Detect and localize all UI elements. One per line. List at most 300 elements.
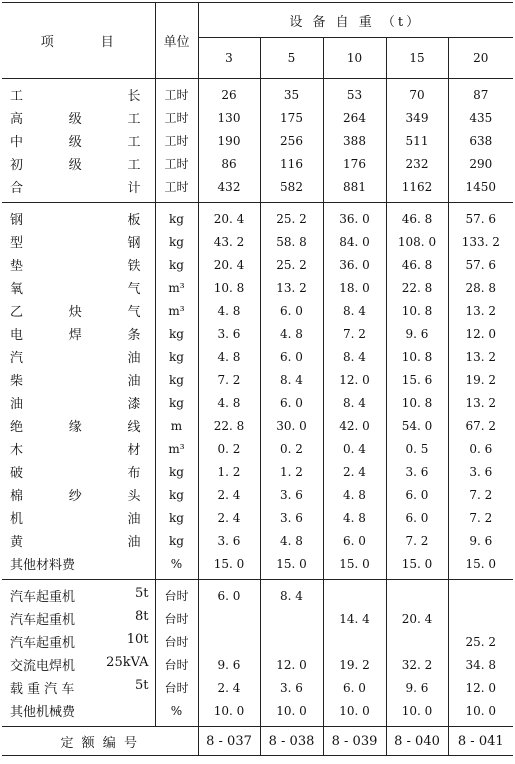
row-unit: kg bbox=[155, 460, 198, 483]
row-name bbox=[2, 106, 155, 129]
table-row bbox=[2, 437, 513, 460]
row-value: 43. 2 bbox=[198, 230, 260, 253]
row-value bbox=[386, 630, 448, 653]
item-name bbox=[10, 439, 155, 458]
row-value: 7. 2 bbox=[323, 322, 386, 345]
row-value: 15. 0 bbox=[260, 552, 323, 580]
row-value: 13. 2 bbox=[448, 391, 513, 414]
item-name-char: 油 bbox=[127, 351, 141, 366]
row-value bbox=[386, 580, 448, 608]
row-value: 10. 0 bbox=[386, 699, 448, 727]
weight-header-10: 10 bbox=[323, 38, 386, 79]
row-value bbox=[260, 630, 323, 653]
item-name-char: 板 bbox=[127, 213, 141, 228]
row-value: 8. 4 bbox=[323, 345, 386, 368]
row-value: 36. 0 bbox=[323, 253, 386, 276]
row-value: 57. 6 bbox=[448, 203, 513, 231]
item-name-char: 级 bbox=[68, 158, 82, 173]
row-unit: 工时 bbox=[155, 175, 198, 203]
row-unit: m³ bbox=[155, 276, 198, 299]
row-unit: m bbox=[155, 414, 198, 437]
item-name bbox=[10, 508, 155, 527]
table-row bbox=[2, 506, 513, 529]
row-value: 58. 8 bbox=[260, 230, 323, 253]
row-value: 32. 2 bbox=[386, 653, 448, 676]
item-name-char: 油 bbox=[127, 535, 141, 550]
item-name bbox=[10, 154, 155, 173]
row-value: 9. 6 bbox=[386, 676, 448, 699]
item-name-char: 汽 bbox=[10, 351, 24, 366]
machine-label: 汽车起重机 bbox=[10, 590, 76, 605]
row-name bbox=[2, 483, 155, 506]
row-unit: 台时 bbox=[155, 607, 198, 630]
row-value: 290 bbox=[448, 152, 513, 175]
row-value: 10. 0 bbox=[323, 699, 386, 727]
row-name bbox=[2, 299, 155, 322]
table-row bbox=[2, 253, 513, 276]
row-value: 12. 0 bbox=[448, 676, 513, 699]
row-name bbox=[2, 607, 155, 630]
row-name bbox=[2, 580, 155, 608]
machine-label: 汽车起重机 bbox=[10, 613, 76, 628]
row-name bbox=[2, 676, 155, 699]
machine-spec: 10t bbox=[126, 632, 149, 647]
machine-label: 汽车起重机 bbox=[10, 636, 76, 651]
row-value: 14. 4 bbox=[323, 607, 386, 630]
item-name bbox=[10, 554, 155, 573]
item-name-char: 破 bbox=[10, 466, 24, 481]
row-value: 67. 2 bbox=[448, 414, 513, 437]
item-name-char: 漆 bbox=[127, 397, 141, 412]
item-name-char: 油 bbox=[10, 397, 24, 412]
item-name-char: 电 bbox=[10, 328, 24, 343]
row-value: 10. 8 bbox=[386, 345, 448, 368]
row-value: 432 bbox=[198, 175, 260, 203]
row-value: 9. 6 bbox=[386, 322, 448, 345]
item-name bbox=[10, 232, 155, 251]
machine-name bbox=[10, 655, 155, 674]
row-value: 22. 8 bbox=[386, 276, 448, 299]
row-value: 19. 2 bbox=[448, 368, 513, 391]
row-value: 8. 4 bbox=[323, 391, 386, 414]
row-name bbox=[2, 79, 155, 107]
item-name-char: 纱 bbox=[68, 489, 82, 504]
row-unit: kg bbox=[155, 345, 198, 368]
item-name-char: 缘 bbox=[68, 420, 82, 435]
item-name-char: 焊 bbox=[68, 328, 82, 343]
machine-name bbox=[10, 586, 155, 605]
item-name-char: 油 bbox=[127, 374, 141, 389]
row-value: 0. 2 bbox=[198, 437, 260, 460]
row-value: 25. 2 bbox=[448, 630, 513, 653]
row-value: 0. 2 bbox=[260, 437, 323, 460]
row-value: 881 bbox=[323, 175, 386, 203]
row-name bbox=[2, 699, 155, 727]
row-value: 7. 2 bbox=[448, 483, 513, 506]
item-name-char: 型 bbox=[10, 236, 24, 251]
item-name bbox=[10, 255, 155, 274]
quota-code: 8 - 039 bbox=[323, 727, 386, 756]
row-value: 3. 6 bbox=[198, 322, 260, 345]
row-unit: 工时 bbox=[155, 129, 198, 152]
row-value: 108. 0 bbox=[386, 230, 448, 253]
table-row bbox=[2, 129, 513, 152]
quota-code: 8 - 040 bbox=[386, 727, 448, 756]
row-value: 4. 8 bbox=[198, 299, 260, 322]
item-name bbox=[10, 324, 155, 343]
row-name bbox=[2, 368, 155, 391]
row-value: 10. 0 bbox=[198, 699, 260, 727]
row-value: 12. 0 bbox=[448, 322, 513, 345]
row-value: 12. 0 bbox=[260, 653, 323, 676]
row-value: 34. 8 bbox=[448, 653, 513, 676]
row-value: 1. 2 bbox=[198, 460, 260, 483]
item-name-char: 级 bbox=[68, 135, 82, 150]
row-value: 2. 4 bbox=[323, 460, 386, 483]
row-value: 15. 0 bbox=[323, 552, 386, 580]
table-row bbox=[2, 230, 513, 253]
row-value: 70 bbox=[386, 79, 448, 107]
row-unit: kg bbox=[155, 203, 198, 231]
row-value: 10. 0 bbox=[448, 699, 513, 727]
row-value: 7. 2 bbox=[198, 368, 260, 391]
weight-header-15: 15 bbox=[386, 38, 448, 79]
item-name bbox=[10, 462, 155, 481]
row-value: 46. 8 bbox=[386, 203, 448, 231]
table-row bbox=[2, 391, 513, 414]
item-name bbox=[10, 177, 155, 196]
item-name-char: 级 bbox=[68, 112, 82, 127]
row-value: 116 bbox=[260, 152, 323, 175]
table-row bbox=[2, 483, 513, 506]
row-name bbox=[2, 203, 155, 231]
row-value: 130 bbox=[198, 106, 260, 129]
table-row bbox=[2, 607, 513, 630]
row-value: 582 bbox=[260, 175, 323, 203]
item-name bbox=[10, 347, 155, 366]
row-value: 190 bbox=[198, 129, 260, 152]
row-value: 175 bbox=[260, 106, 323, 129]
row-value bbox=[198, 607, 260, 630]
table-row bbox=[2, 368, 513, 391]
table-row bbox=[2, 552, 513, 580]
row-unit: kg bbox=[155, 506, 198, 529]
item-name-char: 钢 bbox=[127, 236, 141, 251]
machine-spec: 8t bbox=[135, 609, 149, 624]
quota-code: 8 - 038 bbox=[260, 727, 323, 756]
machine-label: 其他机械费 bbox=[10, 705, 76, 720]
quota-table bbox=[2, 2, 513, 756]
row-name bbox=[2, 391, 155, 414]
row-value: 20. 4 bbox=[386, 607, 448, 630]
item-name-char: 线 bbox=[127, 420, 141, 435]
item-name bbox=[10, 416, 155, 435]
row-value: 15. 0 bbox=[448, 552, 513, 580]
row-value: 388 bbox=[323, 129, 386, 152]
row-value: 6. 0 bbox=[260, 391, 323, 414]
row-unit: kg bbox=[155, 391, 198, 414]
item-name-char: 工 bbox=[127, 158, 141, 173]
row-value: 30. 0 bbox=[260, 414, 323, 437]
machine-label: 交流电焊机 bbox=[10, 659, 76, 674]
item-name-char: 炔 bbox=[68, 305, 82, 320]
row-value: 84. 0 bbox=[323, 230, 386, 253]
row-value: 8. 4 bbox=[323, 299, 386, 322]
row-unit: 台时 bbox=[155, 580, 198, 608]
row-value bbox=[448, 580, 513, 608]
row-value: 638 bbox=[448, 129, 513, 152]
unit-header: 单位 bbox=[155, 3, 198, 79]
footer-row bbox=[2, 727, 513, 756]
row-value: 8. 4 bbox=[260, 580, 323, 608]
row-unit: m³ bbox=[155, 437, 198, 460]
row-value: 13. 2 bbox=[260, 276, 323, 299]
item-name bbox=[10, 131, 155, 150]
item-name-char: 乙 bbox=[10, 305, 24, 320]
row-value: 6. 0 bbox=[386, 483, 448, 506]
row-value: 46. 8 bbox=[386, 253, 448, 276]
row-unit: 台时 bbox=[155, 653, 198, 676]
row-name bbox=[2, 345, 155, 368]
row-unit: 台时 bbox=[155, 676, 198, 699]
weight-group-header: 设 备 自 重 （t） bbox=[198, 3, 513, 38]
item-name bbox=[10, 370, 155, 389]
row-name bbox=[2, 276, 155, 299]
row-name bbox=[2, 460, 155, 483]
row-value: 26 bbox=[198, 79, 260, 107]
row-value: 4. 8 bbox=[323, 506, 386, 529]
row-value: 4. 8 bbox=[260, 322, 323, 345]
row-value: 0. 6 bbox=[448, 437, 513, 460]
machine-name bbox=[10, 701, 155, 720]
row-value: 4. 8 bbox=[198, 391, 260, 414]
quota-code: 8 - 037 bbox=[198, 727, 260, 756]
table-row bbox=[2, 79, 513, 107]
weight-header-20: 20 bbox=[448, 38, 513, 79]
row-name bbox=[2, 175, 155, 203]
row-value: 36. 0 bbox=[323, 203, 386, 231]
row-value bbox=[323, 630, 386, 653]
table-row bbox=[2, 460, 513, 483]
row-value: 35 bbox=[260, 79, 323, 107]
row-value: 10. 0 bbox=[260, 699, 323, 727]
table-row bbox=[2, 322, 513, 345]
row-value: 10. 8 bbox=[386, 299, 448, 322]
row-value: 1450 bbox=[448, 175, 513, 203]
row-value: 1. 2 bbox=[260, 460, 323, 483]
row-value: 12. 0 bbox=[323, 368, 386, 391]
row-value bbox=[260, 607, 323, 630]
row-value: 10. 8 bbox=[386, 391, 448, 414]
table-row bbox=[2, 203, 513, 231]
item-name bbox=[10, 531, 155, 550]
table-row bbox=[2, 529, 513, 552]
row-value: 6. 0 bbox=[386, 506, 448, 529]
row-value: 4. 8 bbox=[260, 529, 323, 552]
item-name-char: 柴 bbox=[10, 374, 24, 389]
item-name-char: 布 bbox=[127, 466, 141, 481]
item-name-char: 长 bbox=[127, 89, 141, 104]
item-name-char: 条 bbox=[127, 328, 141, 343]
row-value bbox=[323, 580, 386, 608]
table-row bbox=[2, 414, 513, 437]
item-name bbox=[10, 301, 155, 320]
row-value: 1162 bbox=[386, 175, 448, 203]
machine-name bbox=[10, 609, 155, 628]
row-value: 54. 0 bbox=[386, 414, 448, 437]
row-unit: % bbox=[155, 699, 198, 727]
weight-header-3: 3 bbox=[198, 38, 260, 79]
item-name-char: 铁 bbox=[127, 259, 141, 274]
item-header: 项 目 bbox=[2, 3, 155, 79]
row-name bbox=[2, 653, 155, 676]
row-unit: % bbox=[155, 552, 198, 580]
row-value: 13. 2 bbox=[448, 345, 513, 368]
row-unit: m³ bbox=[155, 299, 198, 322]
row-unit: 工时 bbox=[155, 106, 198, 129]
item-name-char: 材 bbox=[127, 443, 141, 458]
item-name-char: 工 bbox=[10, 89, 24, 104]
row-name bbox=[2, 630, 155, 653]
row-value: 15. 6 bbox=[386, 368, 448, 391]
row-unit: kg bbox=[155, 230, 198, 253]
machine-label: 载 重 汽 车 bbox=[10, 682, 75, 697]
row-value: 7. 2 bbox=[448, 506, 513, 529]
row-value bbox=[448, 607, 513, 630]
item-name bbox=[10, 485, 155, 504]
row-value: 3. 6 bbox=[260, 483, 323, 506]
row-name bbox=[2, 529, 155, 552]
row-value: 18. 0 bbox=[323, 276, 386, 299]
row-value: 3. 6 bbox=[260, 506, 323, 529]
row-value: 2. 4 bbox=[198, 676, 260, 699]
row-value: 511 bbox=[386, 129, 448, 152]
item-name-char: 工 bbox=[127, 112, 141, 127]
item-name-char: 其他材料费 bbox=[10, 558, 76, 573]
row-value: 9. 6 bbox=[448, 529, 513, 552]
row-value: 42. 0 bbox=[323, 414, 386, 437]
item-name bbox=[10, 393, 155, 412]
row-value: 6. 0 bbox=[198, 580, 260, 608]
row-value: 6. 0 bbox=[260, 299, 323, 322]
row-value: 264 bbox=[323, 106, 386, 129]
row-value: 86 bbox=[198, 152, 260, 175]
row-value: 133. 2 bbox=[448, 230, 513, 253]
row-unit: kg bbox=[155, 529, 198, 552]
row-value: 13. 2 bbox=[448, 299, 513, 322]
row-value: 349 bbox=[386, 106, 448, 129]
machine-name bbox=[10, 678, 155, 697]
item-name-char: 头 bbox=[127, 489, 141, 504]
row-value: 22. 8 bbox=[198, 414, 260, 437]
row-value: 20. 4 bbox=[198, 203, 260, 231]
item-name-char: 合 bbox=[10, 181, 24, 196]
item-name bbox=[10, 85, 155, 104]
item-name-char: 垫 bbox=[10, 259, 24, 274]
row-value: 2. 4 bbox=[198, 506, 260, 529]
row-value: 3. 6 bbox=[260, 676, 323, 699]
table-row bbox=[2, 676, 513, 699]
item-name-char: 计 bbox=[127, 181, 141, 196]
item-name-char: 气 bbox=[127, 305, 141, 320]
row-value: 9. 6 bbox=[198, 653, 260, 676]
item-name-char: 绝 bbox=[10, 420, 24, 435]
quota-code-label: 定 额 编 号 bbox=[2, 727, 198, 756]
row-value: 435 bbox=[448, 106, 513, 129]
row-value: 19. 2 bbox=[323, 653, 386, 676]
item-name-char: 黄 bbox=[10, 535, 24, 550]
row-unit: kg bbox=[155, 322, 198, 345]
table-row bbox=[2, 299, 513, 322]
row-value bbox=[198, 630, 260, 653]
table-row bbox=[2, 699, 513, 727]
row-value: 176 bbox=[323, 152, 386, 175]
row-name bbox=[2, 230, 155, 253]
row-value: 10. 8 bbox=[198, 276, 260, 299]
weight-header-5: 5 bbox=[260, 38, 323, 79]
row-value: 15. 0 bbox=[198, 552, 260, 580]
row-unit: 台时 bbox=[155, 630, 198, 653]
item-name-char: 木 bbox=[10, 443, 24, 458]
row-value: 232 bbox=[386, 152, 448, 175]
table-row bbox=[2, 106, 513, 129]
item-name-char: 钢 bbox=[10, 213, 24, 228]
row-value: 3. 6 bbox=[386, 460, 448, 483]
row-unit: kg bbox=[155, 368, 198, 391]
row-value: 2. 4 bbox=[198, 483, 260, 506]
item-name-char: 气 bbox=[127, 282, 141, 297]
row-name bbox=[2, 253, 155, 276]
row-value: 6. 0 bbox=[323, 529, 386, 552]
row-value: 6. 0 bbox=[260, 345, 323, 368]
item-name bbox=[10, 278, 155, 297]
row-value: 4. 8 bbox=[323, 483, 386, 506]
row-name bbox=[2, 152, 155, 175]
item-name-char: 油 bbox=[127, 512, 141, 527]
row-value: 28. 8 bbox=[448, 276, 513, 299]
row-value: 8. 4 bbox=[260, 368, 323, 391]
row-value: 0. 5 bbox=[386, 437, 448, 460]
item-name-char: 中 bbox=[10, 135, 24, 150]
row-value: 25. 2 bbox=[260, 203, 323, 231]
machine-spec: 25kVA bbox=[106, 655, 149, 670]
row-value: 57. 6 bbox=[448, 253, 513, 276]
row-name bbox=[2, 414, 155, 437]
row-value: 25. 2 bbox=[260, 253, 323, 276]
row-value: 4. 8 bbox=[198, 345, 260, 368]
row-name bbox=[2, 129, 155, 152]
row-name bbox=[2, 552, 155, 580]
row-unit: 工时 bbox=[155, 79, 198, 107]
row-value: 7. 2 bbox=[386, 529, 448, 552]
table-row bbox=[2, 630, 513, 653]
table-row bbox=[2, 276, 513, 299]
item-name-char: 机 bbox=[10, 512, 24, 527]
row-unit: 工时 bbox=[155, 152, 198, 175]
item-name-char: 初 bbox=[10, 158, 24, 173]
table-row bbox=[2, 653, 513, 676]
row-name bbox=[2, 322, 155, 345]
table-row bbox=[2, 152, 513, 175]
row-value: 3. 6 bbox=[198, 529, 260, 552]
row-name bbox=[2, 506, 155, 529]
item-name bbox=[10, 209, 155, 228]
row-value: 87 bbox=[448, 79, 513, 107]
row-value: 0. 4 bbox=[323, 437, 386, 460]
quota-code: 8 - 041 bbox=[448, 727, 513, 756]
table-row bbox=[2, 580, 513, 608]
row-value: 256 bbox=[260, 129, 323, 152]
